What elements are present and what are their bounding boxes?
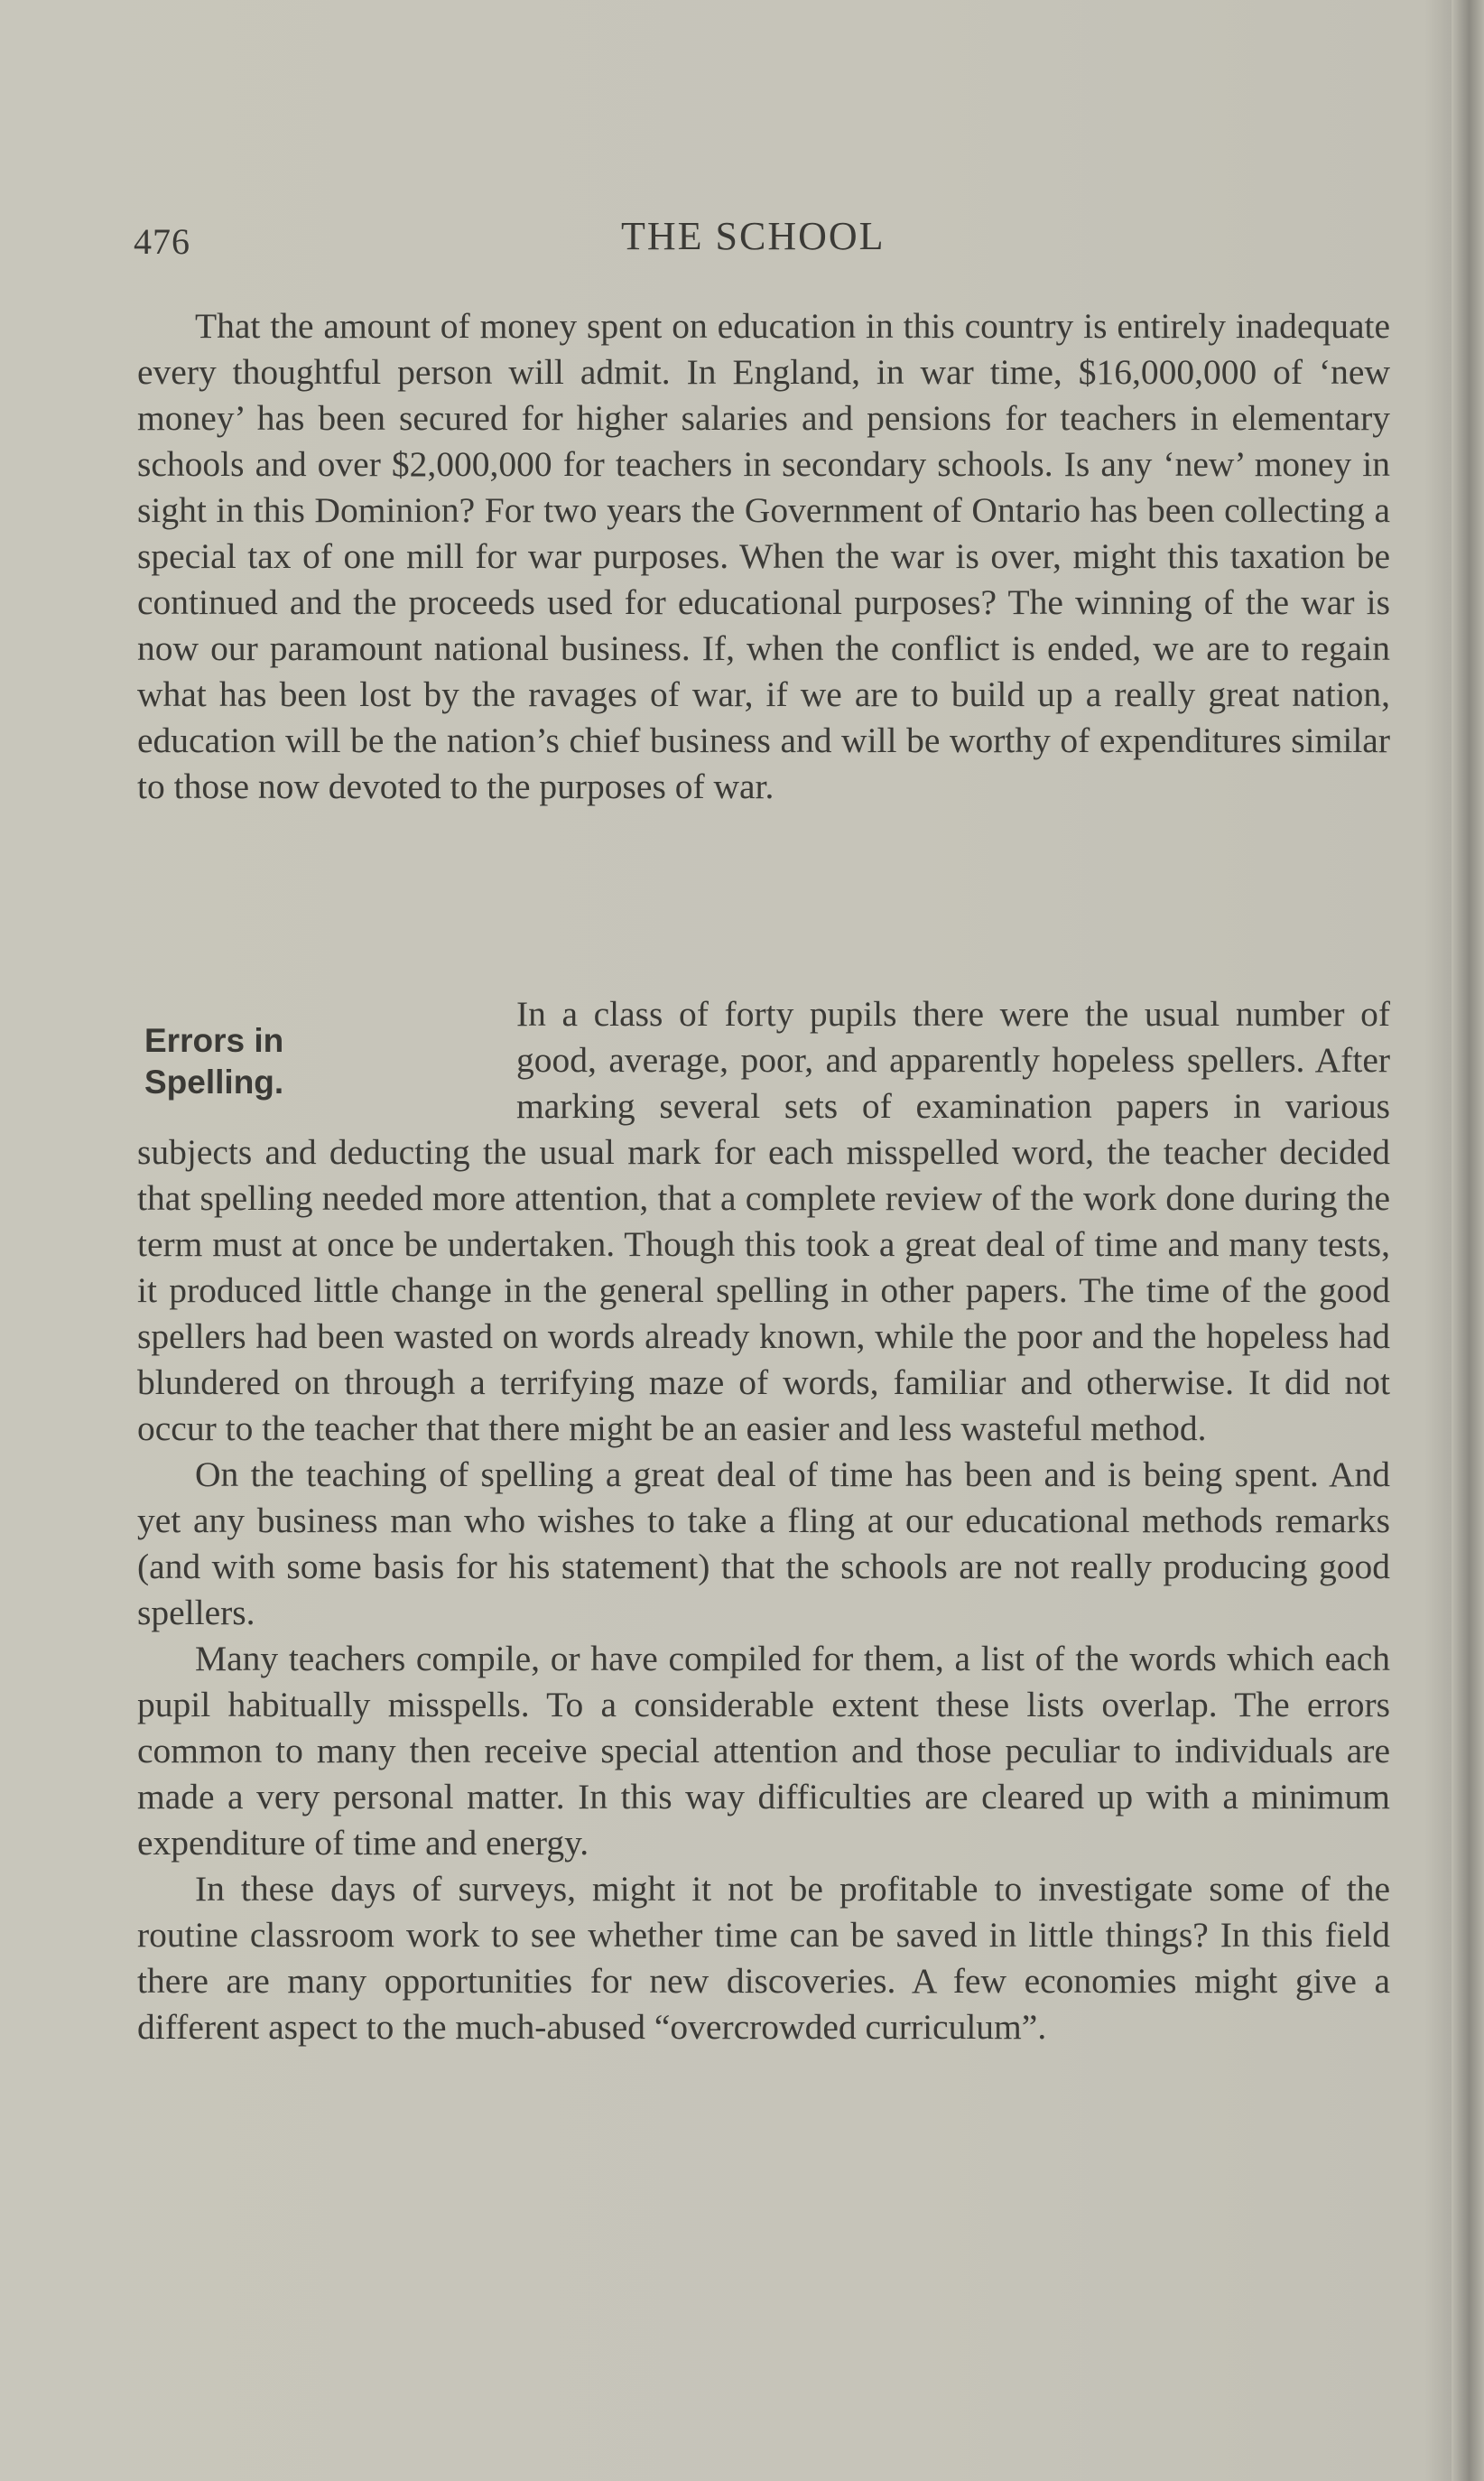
opening-section [137,303,1390,810]
section-heading-line-2: Spelling. [144,1064,284,1101]
page-edge [1452,0,1484,2481]
errors-in-spelling-section [137,991,1390,2050]
section-paragraph-1 [137,991,1390,1452]
section-paragraph-1-text: In a class of forty pupils there were the usual number of good, average, poor, and apparently hopeless spellers. After marking several sets of examination papers in various subjects and deducting the usual mark for each misspelled word, the teacher decided that spelling needed more attention, that a complete review of the work done during the term must at once be undertaken. Though this took a great deal of time and many tests, it produced little change in the general spelling in other papers. The time of the good spellers had been wasted on words already known, while the poor and the hopeless had blundered on through a terrifying maze of words, familiar and otherwise. It did not occur to the teacher that there might be an easier and less wasteful method. [137,994,1390,1448]
section-paragraph-2: On the teaching of spelling a great deal of time has been and is being spent. And yet any business man who wishes to take a fling at our educational methods remarks (and with some basis for his statement) that the schools are not really producing good spellers. [137,1454,1390,1632]
page-number: 476 [134,221,190,262]
opening-paragraph: That the amount of money spent on education in this country is entirely inadequate every thoughtful person will admit. In England, in war time, $16,000,000 of ‘new money’ has been secured for higher salaries and pensions for teachers in elementary schools and over $2,000,000 for teachers in secondary schools. Is any ‘new’ money in sight in this Dominion? For two years the Government of Ontario has been collecting a special tax of one mill for war purposes. When the war is over, might this taxation be continued and the proceeds used for educational purposes? The winning of the war is now our paramount national business. If, when the conflict is ended, we are to regain what has been lost by the ravages of war, if we are to build up a really great nation, education will be the nation’s chief business and will be worthy of expenditures similar to those now devoted to the purposes of war. [137,306,1390,806]
running-title: THE SCHOOL [621,214,886,258]
section-paragraph-3: Many teachers compile, or have compiled for them, a list of the words which each pupil habitually misspells. To a considerable extent these lists overlap. The errors common to many then receive special attention and those peculiar to individuals are made a very personal matter. In this way difficulties are cleared up with a minimum expenditure of time and energy. [137,1639,1390,1863]
section-heading-line-1: Errors in [144,1022,284,1059]
section-paragraph-4: In these days of surveys, might it not be profitable to investigate some of the routine classroom work to see whether time can be saved in little things? In this field there are many opportunities for new discoveries. A few economies might give a different aspect to the much-abused “overcrowded curriculum”. [137,1869,1390,2047]
running-head [134,209,1379,264]
